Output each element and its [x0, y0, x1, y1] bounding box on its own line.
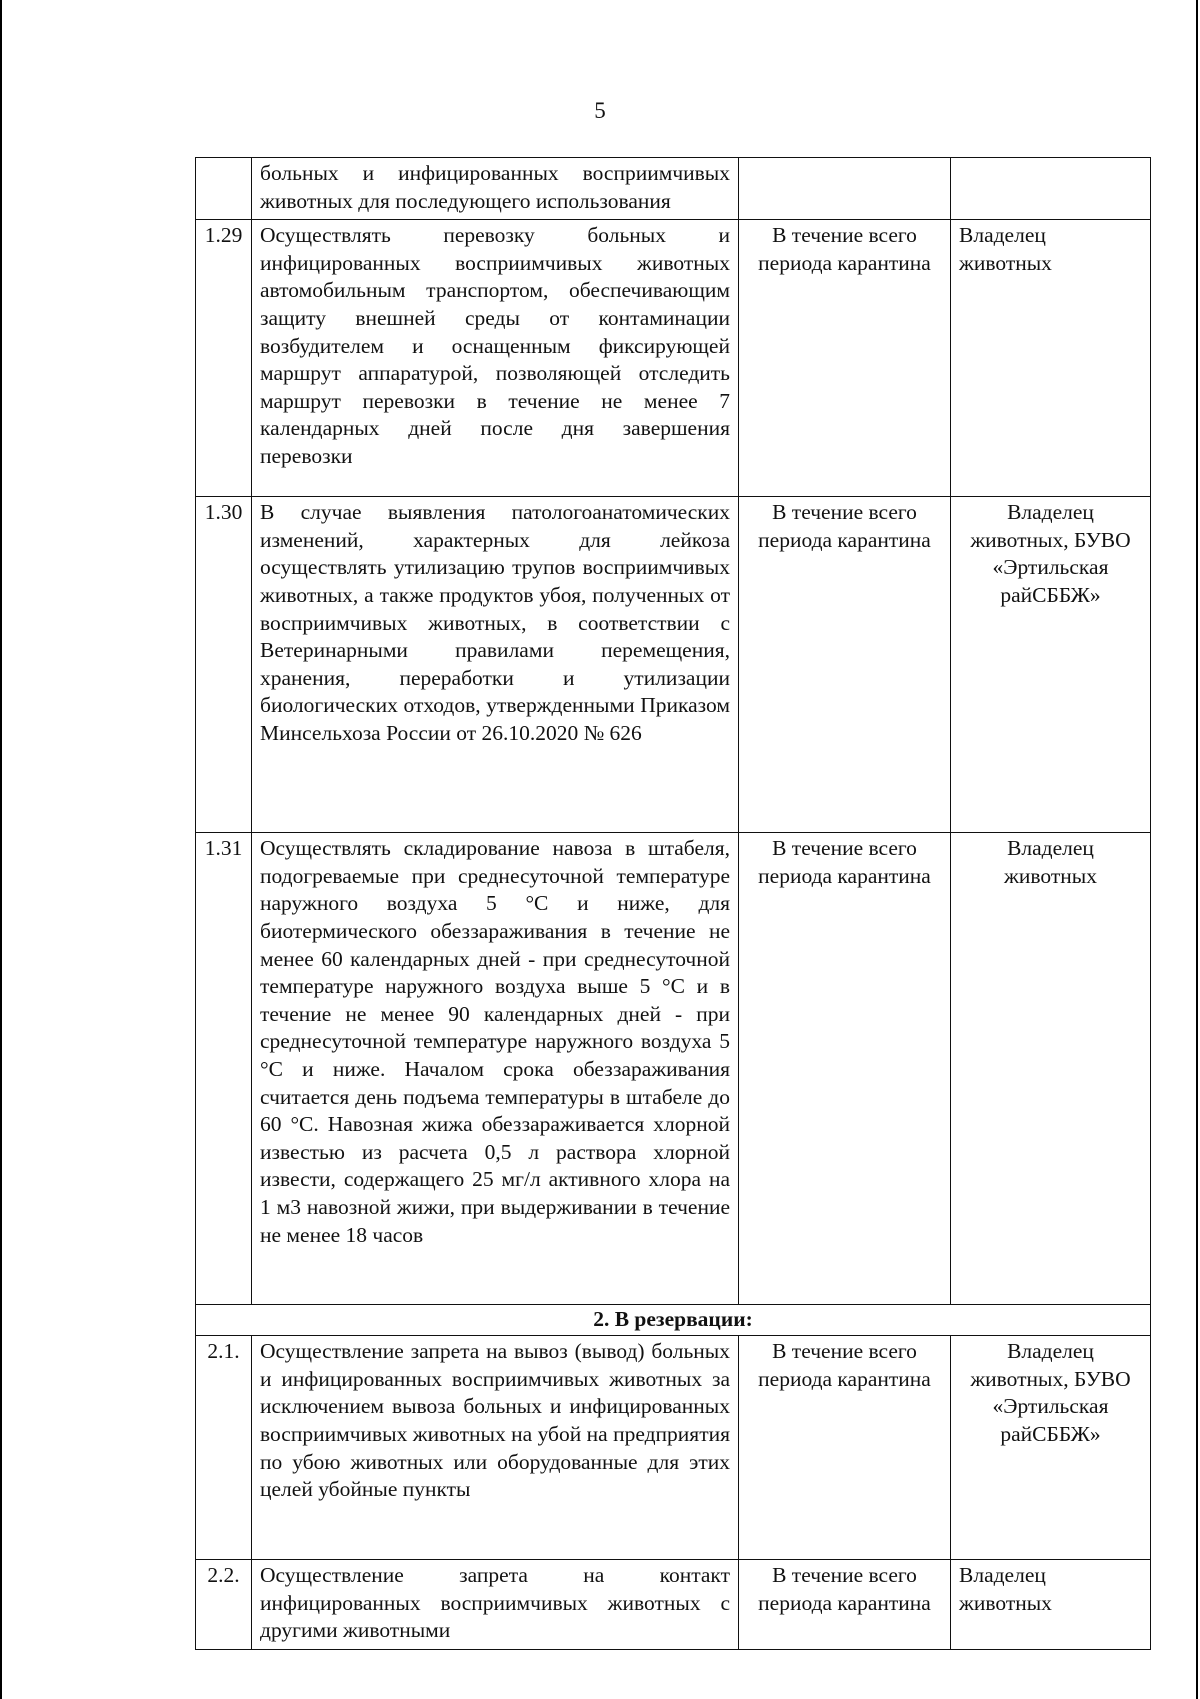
row-number: 2.2.: [196, 1560, 252, 1650]
table-row: [196, 497, 1151, 833]
table-row: [196, 220, 1151, 497]
measures-table: [195, 157, 1151, 1650]
table-row: [196, 1560, 1151, 1650]
measure-text: больных и инфицированных восприимчивых животных для последующего использования: [252, 158, 739, 220]
measure-text: Осуществлять перевозку больных и инфицированных восприимчивых животных автомобильным транспортом, обеспечивающим защиту внешней среды от контаминации возбудителем и оснащенным фиксирующей маршрут аппаратурой, позволяющей отследить маршрут перевозки в течение не менее 7 календарных дней после дня завершения перевозки: [252, 220, 739, 497]
row-number: 1.29: [196, 220, 252, 497]
row-number: 1.31: [196, 833, 252, 1305]
period-cell: В течение всего периода карантина: [739, 497, 951, 833]
row-number: 2.1.: [196, 1336, 252, 1560]
table-row: [196, 158, 1151, 220]
measure-text: В случае выявления патологоанатомических изменений, характерных для лейкоза осуществлять утилизацию трупов восприимчивых животных, а также продуктов убоя, полученных от восприимчивых животных, в соответствии с Ветеринарными правилами перемещения, хранения, переработки и утилизации биологических отходов, утвержденными Приказом Минсельхоза России от 26.10.2020 № 626: [252, 497, 739, 833]
responsible-cell: Владелец животных: [951, 1560, 1151, 1650]
row-number: 1.30: [196, 497, 252, 833]
measure-text: Осуществлять складирование навоза в штабеля, подогреваемые при среднесуточной температуре наружного воздуха 5 °С и ниже, для биотермического обеззараживания в течение не менее 60 календарных дней - при среднесуточной температуре наружного воздуха выше 5 °С и в течение не менее 90 календарных дней - при среднесуточной температуре наружного воздуха 5 °С и ниже. Началом срока обеззараживания считается день подъема температуры в штабеле до 60 °С. Навозная жижа обеззараживается хлорной известью из расчета 0,5 л раствора хлорной извести, содержащего 25 мг/л активного хлора на 1 м3 навозной жижи, при выдерживании в течение не менее 18 часов: [252, 833, 739, 1305]
section-row: [196, 1305, 1151, 1336]
period-cell: В течение всего периода карантина: [739, 220, 951, 497]
measure-text: Осуществление запрета на контакт инфицированных восприимчивых животных с другими животными: [252, 1560, 739, 1650]
period-cell: В течение всего периода карантина: [739, 833, 951, 1305]
page-number: 5: [594, 98, 606, 123]
row-number: [196, 158, 252, 220]
table-row: [196, 833, 1151, 1305]
responsible-cell: Владелец животных, БУВО «Эртильская райСББЖ»: [951, 497, 1151, 833]
period-cell: В течение всего периода карантина: [739, 1336, 951, 1560]
period-cell: [739, 158, 951, 220]
measure-text: Осуществление запрета на вывоз (вывод) больных и инфицированных восприимчивых животных за исключением вывоза больных и инфицированных восприимчивых животных на убой на предприятия по убою животных или оборудованные для этих целей убойные пункты: [252, 1336, 739, 1560]
table-row: [196, 1336, 1151, 1560]
responsible-cell: Владелец животных, БУВО «Эртильская райСББЖ»: [951, 1336, 1151, 1560]
period-cell: В течение всего периода карантина: [739, 1560, 951, 1650]
responsible-cell: [951, 158, 1151, 220]
responsible-cell: Владелец животных: [951, 833, 1151, 1305]
section-heading: 2. В резервации:: [196, 1305, 1151, 1336]
responsible-cell: Владелец животных: [951, 220, 1151, 497]
